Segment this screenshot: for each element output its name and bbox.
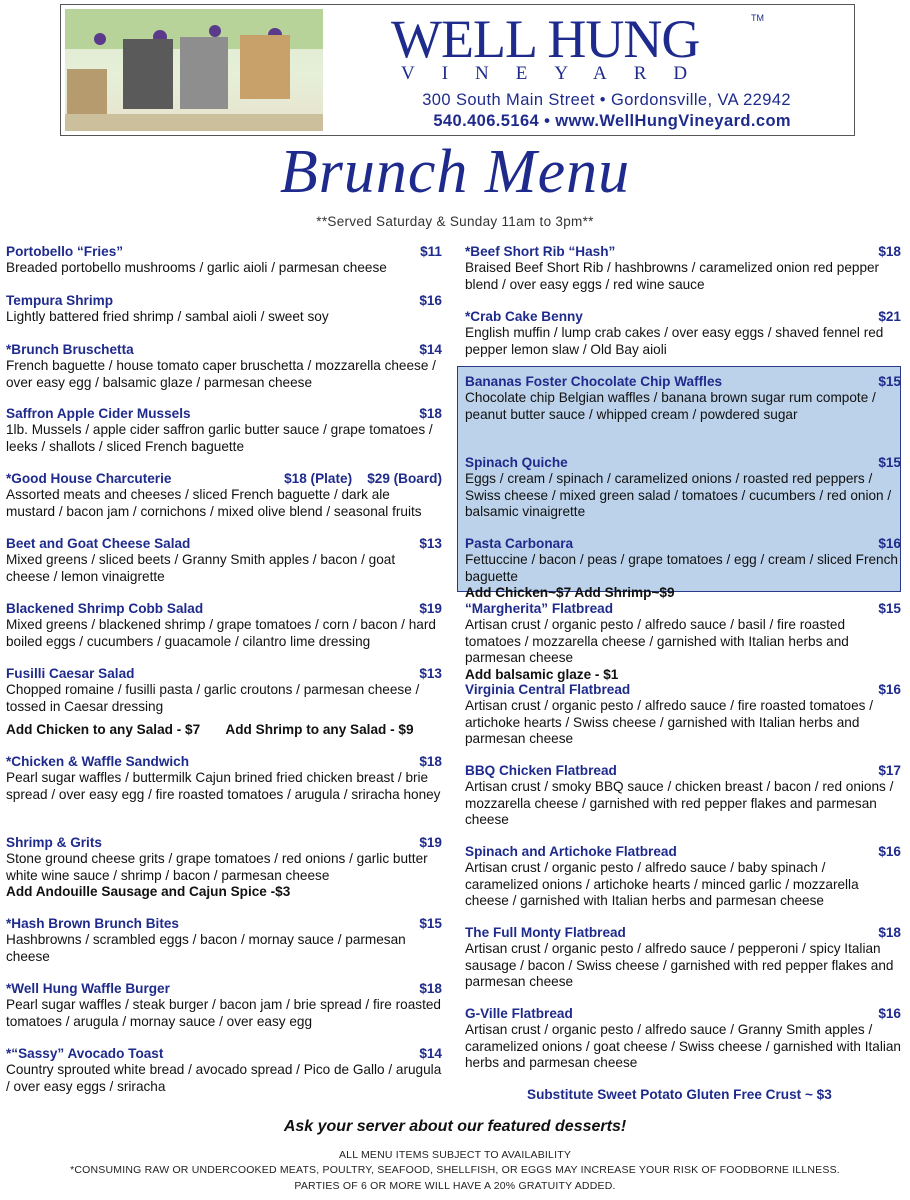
menu-item	[465, 309, 901, 358]
menu-item-name: Spinach Quiche	[465, 455, 568, 470]
logo-wordmark: WELL HUNG	[391, 9, 700, 69]
menu-item-name: Portobello “Fries”	[6, 244, 124, 259]
menu-item-header	[6, 471, 442, 487]
menu-item-name: The Full Monty Flatbread	[465, 925, 626, 940]
menu-item-price: $21	[878, 309, 901, 324]
health-warning: *CONSUMING RAW OR UNDERCOOKED MEATS, POULTRY, SEAFOOD, SHELLFISH, OR EGGS MAY INCREASE YOUR RISK OF FOODBORNE ILLNESS.	[70, 1164, 840, 1176]
menu-item-description: Artisan crust / organic pesto / alfredo sauce / pepperoni / spicy Italian sausage / bacon / Swiss cheese / garnished with red pepper flakes and parmesan cheese	[465, 941, 894, 990]
menu-item	[465, 601, 901, 683]
menu-item-header	[465, 536, 901, 552]
menu-item-name: *Chicken & Waffle Sandwich	[6, 754, 190, 769]
menu-item-price: $18	[419, 754, 442, 769]
menu-item-name: Bananas Foster Chocolate Chip Waffles	[465, 374, 723, 389]
salad-addons	[6, 722, 436, 737]
menu-item-description: Fettuccine / bacon / peas / grape tomatoes / egg / cream / sliced French baguette	[465, 552, 898, 584]
menu-item-header	[6, 1046, 442, 1062]
menu-item-price: $15	[878, 455, 901, 470]
menu-item	[465, 244, 901, 293]
menu-item	[6, 293, 442, 326]
menu-item-header	[6, 666, 442, 682]
menu-item-header	[6, 601, 442, 617]
menu-item-price: $16	[878, 1006, 901, 1021]
menu-item-addon: Add Chicken~$7 Add Shrimp~$9	[465, 585, 675, 601]
menu-item-description: Hashbrowns / scrambled eggs / bacon / mornay sauce / parmesan cheese	[6, 932, 406, 964]
menu-item	[6, 916, 442, 965]
menu-item-description: Braised Beef Short Rib / hashbrowns / caramelized onion red pepper blend / over easy eggs / red wine sauce	[465, 260, 880, 292]
menu-item-price: $18	[878, 925, 901, 940]
menu-item-price: $15	[878, 601, 901, 616]
menu-item-price: $15	[419, 916, 442, 931]
menu-item-header	[465, 844, 901, 860]
menu-item-header	[6, 916, 442, 932]
logo-subtitle: VINEYARD	[401, 63, 715, 84]
menu-item	[6, 981, 442, 1030]
menu-item-addon: Add Andouille Sausage and Cajun Spice -$3	[6, 884, 291, 900]
menu-item-price: $16	[878, 682, 901, 697]
menu-item-addon: Add balsamic glaze - $1	[465, 666, 619, 682]
menu-item	[465, 536, 901, 602]
menu-item-header	[6, 406, 442, 422]
page-title: Brunch Menu	[279, 138, 631, 206]
trademark: TM	[751, 13, 764, 23]
menu-item-description: Artisan crust / organic pesto / alfredo sauce / baby spinach / caramelized onions / artichoke hearts / minced garlic / mozzarella cheese / garnished with Italian herbs and parmesan cheese	[465, 860, 859, 909]
menu-item-price: $14	[419, 342, 442, 357]
menu-item-description: Eggs / cream / spinach / caramelized onions / roasted red peppers / Swiss cheese / mixed green salad / tomatoes / cucumbers / red onion / balsamic vinaigrette	[465, 471, 892, 520]
menu-item-name: *Good House Charcuterie	[6, 471, 172, 486]
menu-item-description: Breaded portobello mushrooms / garlic aioli / parmesan cheese	[6, 260, 387, 276]
menu-item-description: Assorted meats and cheeses / sliced French baguette / dark ale mustard / bacon jam / cornichons / mixed olive blend / seasonal fruits	[6, 487, 422, 519]
menu-item	[6, 536, 442, 585]
menu-item	[465, 844, 901, 910]
menu-item-description: Artisan crust / organic pesto / alfredo sauce / basil / fire roasted tomatoes / mozzarella cheese / garnished with Italian herbs and parmesan cheese	[465, 617, 849, 666]
menu-item-description: Artisan crust / organic pesto / alfredo sauce / Granny Smith apples / caramelized onions / goat cheese / Swiss cheese / garnished with Italian herbs and parmesan cheese	[465, 1022, 901, 1071]
menu-item-description: Artisan crust / smoky BBQ sauce / chicken breast / bacon / red onions / mozzarella cheese / garnished with red pepper flakes and parmesan cheese	[465, 779, 894, 828]
menu-item-price: $16	[878, 536, 901, 551]
menu-item-name: Blackened Shrimp Cobb Salad	[6, 601, 204, 616]
menu-item-header	[6, 754, 442, 770]
menu-item	[465, 374, 901, 423]
menu-item-price: $18	[878, 244, 901, 259]
menu-item-price: $13	[419, 666, 442, 681]
menu-item-description: 1lb. Mussels / apple cider saffron garlic butter sauce / grape tomatoes / leeks / shallots / sliced French baguette	[6, 422, 433, 454]
address: 300 South Main Street • Gordonsville, VA 22942	[422, 91, 791, 109]
menu-item-name: *Crab Cake Benny	[465, 309, 583, 324]
menu-item-header	[6, 835, 442, 851]
menu-item-description: English muffin / lump crab cakes / over easy eggs / shaved fennel red pepper lemon slaw / Old Bay aioli	[465, 325, 884, 357]
menu-item-header	[465, 455, 901, 471]
menu-item-header	[465, 925, 901, 941]
menu-item-description: French baguette / house tomato caper bruschetta / mozzarella cheese / over easy egg / balsamic glaze / parmesan cheese	[6, 358, 436, 390]
menu-item-header	[6, 536, 442, 552]
menu-item	[6, 1046, 442, 1095]
menu-item-header	[465, 309, 901, 325]
menu-item-price: $18	[419, 406, 442, 421]
menu-item-price: $18 (Plate) $29 (Board)	[284, 471, 442, 486]
menu-item-price: $15	[878, 374, 901, 389]
availability-note: ALL MENU ITEMS SUBJECT TO AVAILABILITY	[338, 1149, 572, 1161]
menu-item-name: Shrimp & Grits	[6, 835, 102, 850]
menu-item-header	[465, 1006, 901, 1022]
menu-item-price: $19	[419, 835, 442, 850]
menu-item-price: $11	[420, 244, 442, 259]
menu-item-name: BBQ Chicken Flatbread	[465, 763, 617, 778]
menu-item-name: *Hash Brown Brunch Bites	[6, 916, 179, 931]
menu-item-name: *Beef Short Rib “Hash”	[465, 244, 616, 259]
menu-item-header	[465, 244, 901, 260]
menu-item-header	[6, 342, 442, 358]
menu-item-price: $16	[419, 293, 442, 308]
menu-item-header	[6, 293, 442, 309]
gratuity-note: PARTIES OF 6 OR MORE WILL HAVE A 20% GRATUITY ADDED.	[294, 1180, 616, 1192]
menu-item-description: Chocolate chip Belgian waffles / banana brown sugar rum compote / peanut butter sauce / whipped cream / powdered sugar	[465, 390, 876, 422]
menu-item	[465, 455, 901, 521]
menu-item-header	[6, 244, 442, 260]
phone-and-website[interactable]: 540.406.5164 • www.WellHungVineyard.com	[433, 112, 791, 130]
menu-item-name: Spinach and Artichoke Flatbread	[465, 844, 677, 859]
menu-item-header	[465, 682, 901, 698]
add-shrimp-note: Add Shrimp to any Salad - $9	[225, 722, 414, 737]
add-chicken-note: Add Chicken to any Salad - $7	[6, 722, 201, 737]
menu-item	[6, 244, 442, 277]
menu-item-description: Lightly battered fried shrimp / sambal aioli / sweet soy	[6, 309, 329, 325]
menu-item-name: Fusilli Caesar Salad	[6, 666, 135, 681]
menu-item-description: Artisan crust / organic pesto / alfredo sauce / fire roasted tomatoes / artichoke hearts / Swiss cheese / garnished with Italian herbs and parmesan cheese	[465, 698, 874, 747]
menu-item	[465, 1006, 901, 1072]
vineyard-photo	[65, 9, 323, 131]
menu-item-name: Saffron Apple Cider Mussels	[6, 406, 191, 421]
menu-item-price: $19	[419, 601, 442, 616]
menu-item	[6, 754, 442, 803]
gluten-free-crust-note: Substitute Sweet Potato Gluten Free Crust ~ $3	[527, 1087, 832, 1102]
menu-item	[465, 763, 901, 829]
menu-item	[465, 925, 901, 991]
menu-item-name: Tempura Shrimp	[6, 293, 114, 308]
menu-item-name: *Brunch Bruschetta	[6, 342, 134, 357]
menu-item-description: Mixed greens / sliced beets / Granny Smith apples / bacon / goat cheese / lemon vinaigrette	[6, 552, 396, 584]
menu-item	[6, 666, 442, 715]
served-hours: **Served Saturday & Sunday 11am to 3pm**	[316, 214, 594, 229]
desserts-note: Ask your server about our featured desserts!	[283, 1118, 627, 1135]
menu-item-name: *“Sassy” Avocado Toast	[6, 1046, 164, 1061]
menu-item-price: $16	[878, 844, 901, 859]
menu-item	[6, 406, 442, 455]
menu-item-description: Stone ground cheese grits / grape tomatoes / red onions / garlic butter white wine sauce / shrimp / bacon / parmesan cheese	[6, 851, 428, 883]
menu-item-name: Beet and Goat Cheese Salad	[6, 536, 191, 551]
menu-item-name: “Margherita” Flatbread	[465, 601, 614, 616]
menu-item-header	[465, 763, 901, 779]
menu-item-price: $18	[419, 981, 442, 996]
menu-item-price: $14	[419, 1046, 442, 1061]
menu-item-description: Mixed greens / blackened shrimp / grape tomatoes / corn / bacon / hard boiled eggs / cucumbers / guacamole / cilantro lime dressing	[6, 617, 436, 649]
menu-item-name: Pasta Carbonara	[465, 536, 574, 551]
menu-item	[6, 601, 442, 650]
menu-item-name: Virginia Central Flatbread	[465, 682, 631, 697]
menu-item-description: Country sprouted white bread / avocado spread / Pico de Gallo / arugula / over easy eggs / sriracha	[6, 1062, 442, 1094]
menu-item-price: $13	[419, 536, 442, 551]
menu-item	[465, 682, 901, 748]
menu-header	[60, 4, 855, 136]
menu-item	[6, 342, 442, 391]
menu-item-name: G-Ville Flatbread	[465, 1006, 573, 1021]
menu-item	[6, 835, 442, 901]
menu-item-header	[465, 601, 901, 617]
menu-item-description: Chopped romaine / fusilli pasta / garlic croutons / parmesan cheese / tossed in Caesar dressing	[6, 682, 420, 714]
menu-item	[6, 471, 442, 520]
menu-item-name: *Well Hung Waffle Burger	[6, 981, 170, 996]
menu-item-header	[465, 374, 901, 390]
menu-item-header	[6, 981, 442, 997]
menu-item-description: Pearl sugar waffles / buttermilk Cajun brined fried chicken breast / brie spread / over easy egg / fire roasted tomatoes / arugula / sriracha honey	[6, 770, 441, 802]
menu-item-price: $17	[878, 763, 901, 778]
menu-item-description: Pearl sugar waffles / steak burger / bacon jam / brie spread / fire roasted tomatoes / arugula / mornay sauce / over easy egg	[6, 997, 441, 1029]
